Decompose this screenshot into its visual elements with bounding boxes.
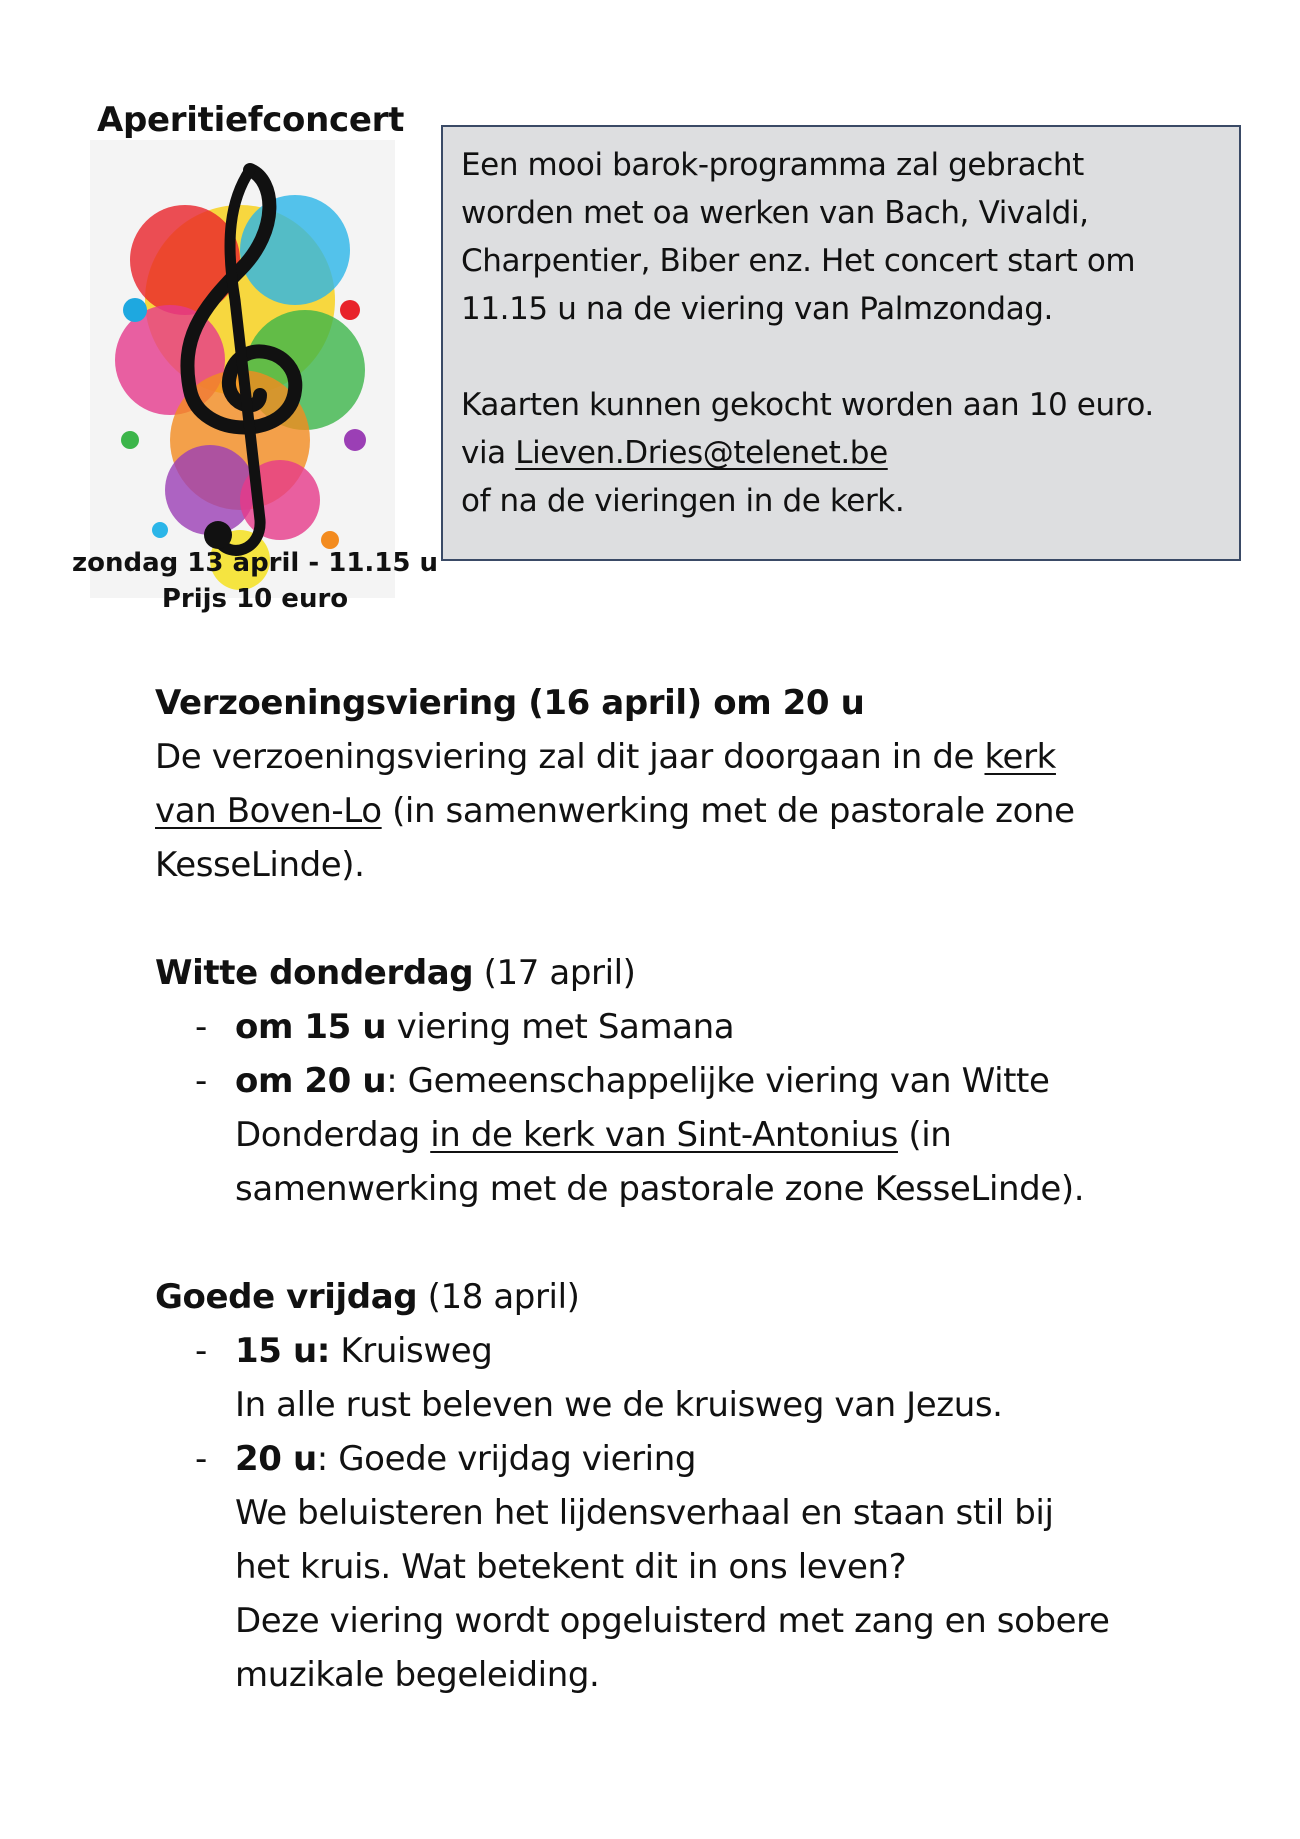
body-text: (in samenwerking met de pastorale zone [381, 791, 1075, 831]
event-text: het kruis. Wat betekent dit in ons leven? [235, 1547, 907, 1587]
info-line: of na de vieringen in de kerk. [461, 483, 905, 519]
concert-info-box [441, 125, 1241, 561]
poster-title: Aperitiefconcert [97, 100, 405, 140]
section-goede-vrijdag [155, 1270, 1215, 1702]
body-text: De verzoeningsviering zal dit jaar doorgaan in de [155, 737, 985, 777]
event-text: (in [897, 1115, 952, 1155]
events-content [155, 676, 1215, 1756]
section-heading: Witte donderdag [155, 953, 474, 993]
section-heading: Verzoeningsviering (16 april) om 20 u [155, 683, 865, 723]
event-time: om 15 u [235, 1007, 387, 1047]
event-text: : Gemeenschappelijke viering van Witte [386, 1061, 1050, 1101]
list-item [155, 1000, 1215, 1054]
church-link[interactable]: in de kerk van Sint-Antonius [430, 1115, 898, 1155]
event-time: 15 u: [235, 1331, 330, 1371]
list-item [155, 1324, 1215, 1432]
treble-clef-paint-splash-icon [90, 140, 395, 598]
section-date: (18 april) [417, 1277, 580, 1317]
section-witte-donderdag [155, 946, 1215, 1216]
body-text: KesseLinde). [155, 845, 365, 885]
poster-caption [70, 545, 440, 617]
info-line: Kaarten kunnen gekocht worden aan 10 euro. [461, 387, 1154, 423]
info-line: worden met oa werken van Bach, Vivaldi, [461, 195, 1089, 231]
poster-price: Prijs 10 euro [161, 584, 349, 614]
event-text: : Goede vrijdag viering [316, 1439, 697, 1479]
event-time: om 20 u [235, 1061, 387, 1101]
list-item [155, 1054, 1215, 1216]
event-text: Kruisweg [329, 1331, 493, 1371]
event-text: In alle rust beleven we de kruisweg van Jezus. [235, 1385, 1003, 1425]
info-line: Een mooi barok-programma zal gebracht [461, 147, 1084, 183]
event-text: Deze viering wordt opgeluisterd met zang en sobere [235, 1601, 1110, 1641]
info-line: Charpentier, Biber enz. Het concert start om [461, 243, 1136, 279]
church-link[interactable]: kerk [984, 737, 1056, 777]
via-text: via [461, 435, 516, 471]
event-text: muzikale begeleiding. [235, 1655, 600, 1695]
section-heading: Goede vrijdag [155, 1277, 418, 1317]
section-verzoening [155, 676, 1215, 892]
event-list [155, 1000, 1215, 1216]
section-date: (17 april) [473, 953, 636, 993]
event-text: viering met Samana [386, 1007, 735, 1047]
poster-date: zondag 13 april - 11.15 u [71, 548, 439, 578]
concert-poster [90, 140, 395, 598]
info-line: 11.15 u na de viering van Palmzondag. [461, 291, 1054, 327]
event-time: 20 u [235, 1439, 317, 1479]
event-text: samenwerking met de pastorale zone KesseLinde). [235, 1169, 1085, 1209]
list-item [155, 1432, 1215, 1702]
event-list [155, 1324, 1215, 1702]
event-text: We beluisteren het lijdensverhaal en staan stil bij [235, 1493, 1054, 1533]
church-link[interactable]: van Boven-Lo [155, 791, 382, 831]
info-email-line [461, 429, 1221, 477]
email-link[interactable]: Lieven.Dries@telenet.be [515, 435, 888, 471]
event-text: Donderdag [235, 1115, 431, 1155]
